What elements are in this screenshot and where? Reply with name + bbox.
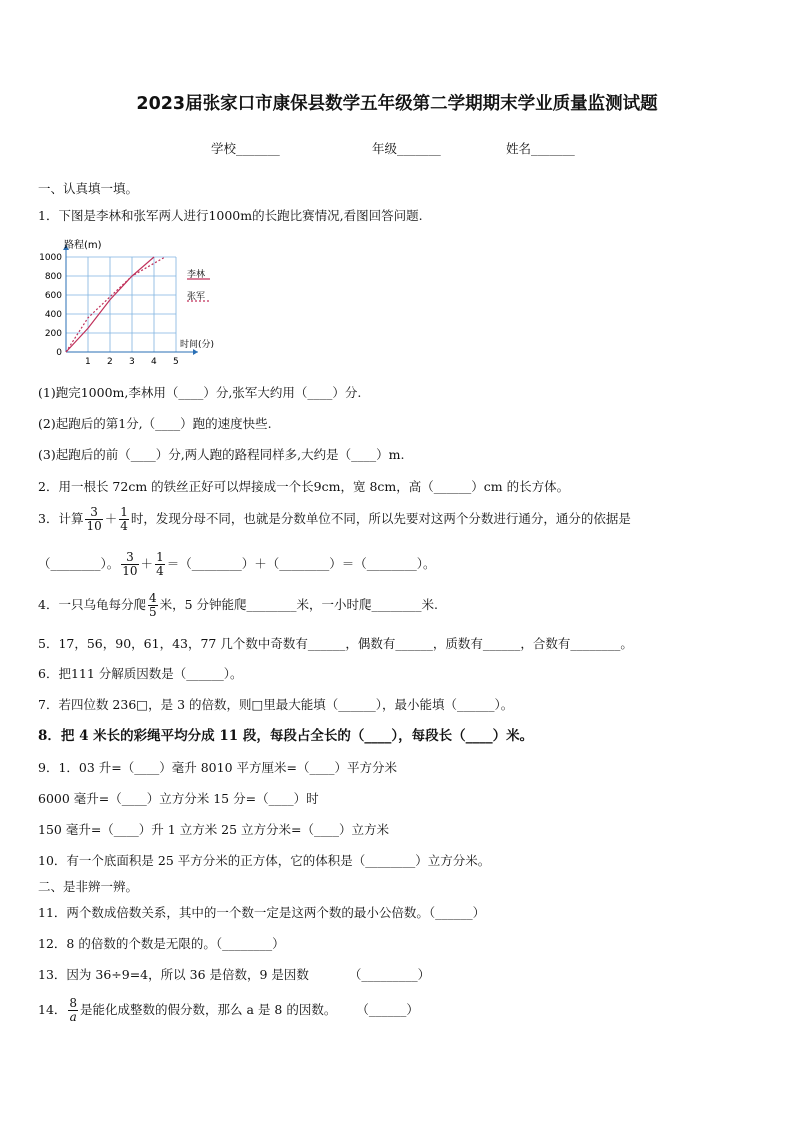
section-heading-2: 二、是非辨一辨。 bbox=[38, 879, 139, 894]
name-field[interactable]: 姓名_______ bbox=[506, 141, 575, 156]
question-11: 11．两个数成倍数关系，其中的一个数一定是这两个数的最小公倍数。（______） bbox=[38, 905, 486, 920]
y-tick-label: 600 bbox=[44, 291, 62, 301]
x-tick-label: 4 bbox=[151, 357, 157, 367]
question-10: 10．有一个底面积是 25 平方分米的正方体，它的体积是（________）立方分米。 bbox=[38, 853, 491, 868]
y-tick-label: 200 bbox=[44, 329, 62, 339]
question-1-sub-1: (1)跑完1000m,李林用（____）分,张军大约用（____）分. bbox=[38, 385, 362, 400]
fraction-8-a: $\frac{8}{a}$ bbox=[69, 996, 78, 1024]
question-13: 13．因为 36÷9=4，所以 36 是倍数，9 是因数 （_________） bbox=[38, 967, 431, 982]
chart-axes bbox=[63, 245, 198, 355]
grade-field[interactable]: 年级_______ bbox=[372, 141, 441, 156]
y-tick-label: 0 bbox=[56, 348, 62, 358]
x-tick-label: 1 bbox=[85, 357, 91, 367]
y-tick-label: 400 bbox=[44, 310, 62, 320]
race-line-chart bbox=[30, 234, 235, 369]
fraction-4-5: $\frac{4}{5}$ bbox=[148, 591, 157, 619]
question-12: 12．8 的倍数的个数是无限的。（________） bbox=[38, 936, 285, 951]
question-1-sub-2: (2)起跑后的第1分,（____）跑的速度快些. bbox=[38, 416, 272, 431]
page-title: 2023届张家口市康保县数学五年级第二学期期末学业质量监测试题 bbox=[136, 94, 658, 114]
question-1-sub-3: (3)起跑后的前（____）分,两人跑的路程同样多,大约是（____）m. bbox=[38, 447, 405, 462]
x-tick-label: 5 bbox=[173, 357, 179, 367]
section-heading-1: 一、认真填一填。 bbox=[38, 181, 139, 196]
chart-grid bbox=[66, 257, 176, 352]
question-6: 6．把111 分解质因数是（______）。 bbox=[38, 666, 243, 681]
school-field[interactable]: 学校_______ bbox=[211, 141, 280, 156]
question-9-line-2: 6000 毫升=（____）立方分米 15 分=（____）时 bbox=[38, 791, 319, 806]
question-1-stem: 1．下图是李林和张军两人进行1000m的长跑比赛情况,看图回答问题. bbox=[38, 208, 423, 223]
question-9-line-1: 9．1．03 升=（____）毫升 8010 平方厘米=（____）平方分米 bbox=[38, 760, 397, 775]
question-5: 5．17，56，90，61，43，77 几个数中奇数有______，偶数有______，质数有______，合数有________。 bbox=[38, 636, 633, 651]
x-tick-label: 3 bbox=[129, 357, 135, 367]
question-3-line-1: 3．计算 $\frac{3}{10}$ ＋ $\frac{1}{4}$ 时，发现分母不同，也就是分数单位不同，所以先要对这两个分数进行通分，通分的依据是 bbox=[38, 505, 631, 533]
x-axis-label: 时间(分) bbox=[180, 340, 215, 350]
legend-label-zhangjun: 张军 bbox=[187, 292, 206, 302]
y-tick-label: 1000 bbox=[39, 253, 62, 263]
fraction-3-10: $\frac{3}{10}$ bbox=[86, 505, 102, 533]
fraction-1-4: $\frac{1}{4}$ bbox=[120, 505, 128, 533]
question-2: 2．用一根长 72cm 的铁丝正好可以焊接成一个长9cm，宽 8cm，高（______）cm 的长方体。 bbox=[38, 479, 570, 494]
question-3-line-2: （________）。 $\frac{3}{10}$ ＋ $\frac{1}{4}$ ＝（________）＋（________）＝（________）。 bbox=[38, 550, 436, 578]
legend-label-lilin: 李林 bbox=[187, 270, 206, 280]
question-9-line-3: 150 毫升=（____）升 1 立方米 25 立方分米=（____）立方米 bbox=[38, 822, 390, 837]
x-tick-label: 2 bbox=[107, 357, 113, 367]
series-line-zhangjun bbox=[66, 257, 165, 352]
question-4: 4．一只乌龟每分爬 $\frac{4}{5}$ 米，5 分钟能爬________米，一小时爬________米. bbox=[38, 591, 439, 619]
question-8: 8．把 4 米长的彩绳平均分成 11 段，每段占全长的（____），每段长（____）米。 bbox=[38, 728, 534, 744]
question-14: 14． $\frac{8}{a}$ 是能化成整数的假分数，那么 a 是 8 的因数。 （______） bbox=[38, 996, 419, 1024]
question-7: 7．若四位数 236□，是 3 的倍数，则□里最大能填（______），最小能填（______）。 bbox=[38, 697, 514, 712]
y-tick-label: 800 bbox=[44, 272, 62, 282]
y-axis-label: 路程(m) bbox=[64, 240, 102, 251]
